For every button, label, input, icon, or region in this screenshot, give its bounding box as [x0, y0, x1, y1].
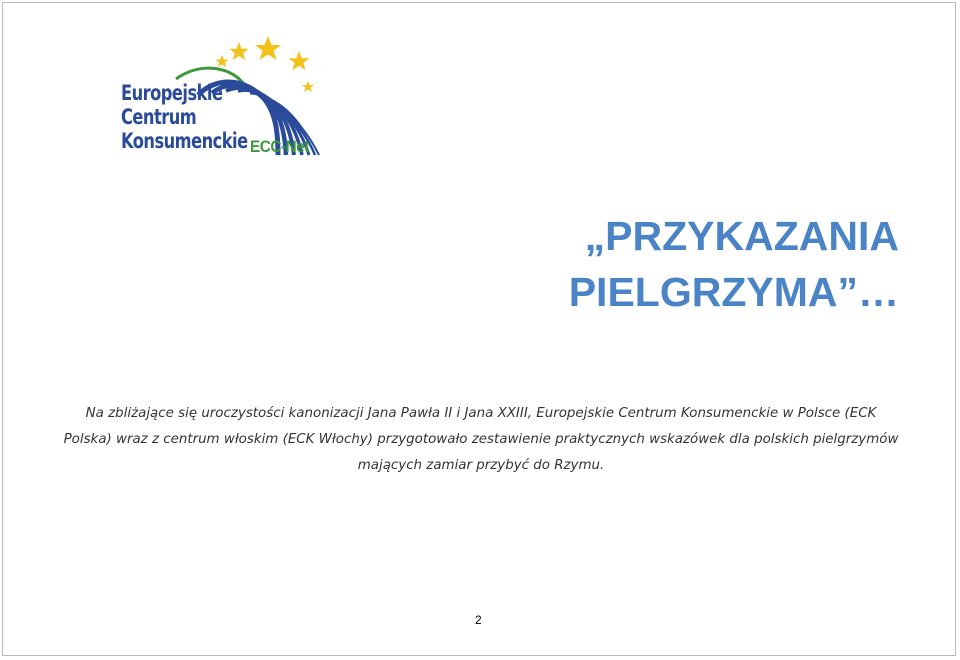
- page-number: 2: [475, 613, 482, 627]
- title-line-2: PIELGRZYMA”…: [568, 269, 899, 315]
- logo-line-2: Centrum: [121, 105, 197, 129]
- logo-wordmark: [121, 81, 248, 153]
- logo-star: [229, 42, 249, 60]
- logo-star: [289, 51, 310, 70]
- logo-star: [302, 81, 314, 92]
- logo-network-label: ECC-Net: [250, 137, 309, 156]
- page-title: [569, 208, 899, 320]
- ecc-logo: [118, 33, 323, 161]
- logo-line-1: Europejskie: [121, 81, 223, 105]
- title-line-1: „PRZYKAZANIA: [584, 213, 899, 259]
- logo-line-3: Konsumenckie: [121, 129, 248, 153]
- logo-star: [215, 55, 228, 67]
- logo-star: [255, 36, 281, 60]
- intro-paragraph: Na zbliżające się uroczystości kanonizacji Jana Pawła II i Jana XXIII, Europejskie Centrum Konsumenckie w Polsce (ECK Polska) wraz z centrum włoskim (ECK Włochy) przygotowało zestawienie praktycznych wskazówek dla polskich pielgrzymów mających zamiar przybyć do Rzymu.: [63, 406, 899, 473]
- document-page: [2, 2, 956, 656]
